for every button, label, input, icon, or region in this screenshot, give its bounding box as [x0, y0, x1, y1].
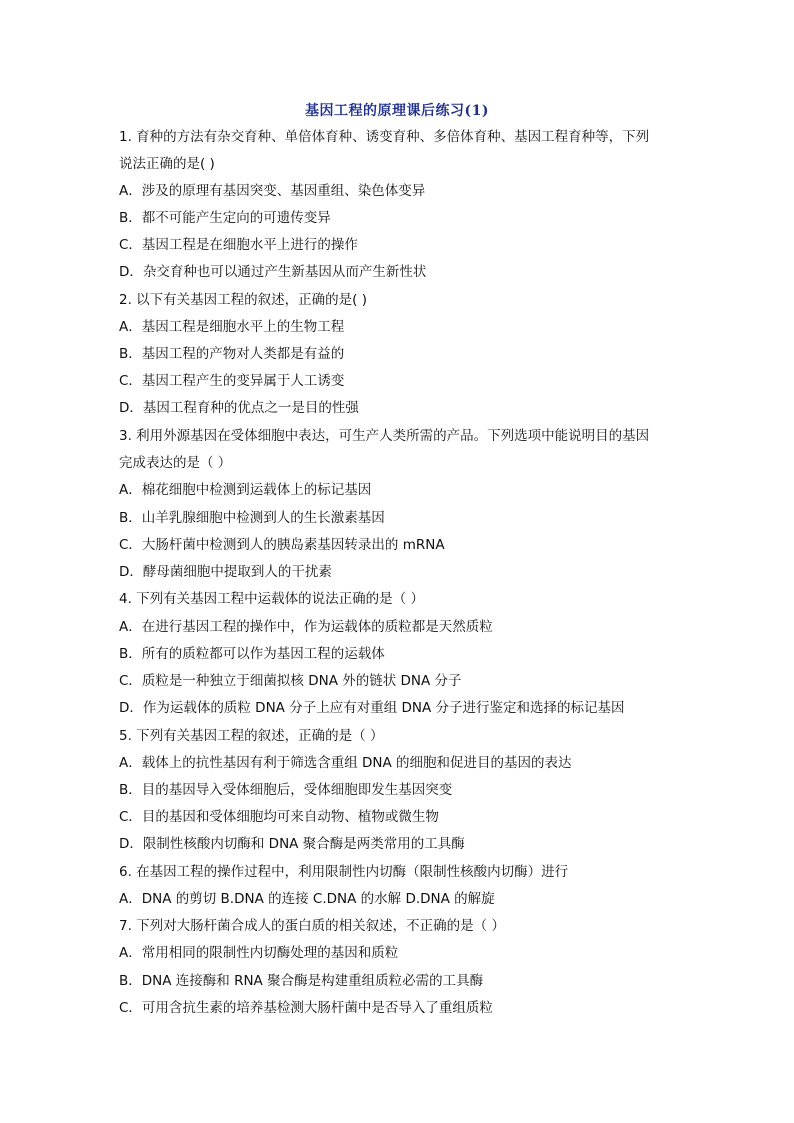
question-7-stem: 7. 下列对大肠杆菌合成人的蛋白质的相关叙述，不正确的是（ ）: [119, 918, 505, 934]
question-5-option-a: A．载体上的抗性基因有利于筛选含重组 DNA 的细胞和促进目的基因的表达: [119, 755, 572, 771]
question-3-option-b: B．山羊乳腺细胞中检测到人的生长激素基因: [119, 510, 385, 526]
question-4-option-d: D．作为运载体的质粒 DNA 分子上应有对重组 DNA 分子进行鉴定和选择的标记基因: [119, 700, 625, 716]
question-3-stem-line-2: 完成表达的是（ ）: [119, 455, 232, 471]
question-5-option-d: D．限制性核酸内切酶和 DNA 聚合酶是两类常用的工具酶: [119, 836, 465, 852]
question-3-stem-line-1: 3. 利用外源基因在受体细胞中表达，可生产人类所需的产品。下列选项中能说明目的基因: [119, 428, 650, 444]
question-4-option-b: B．所有的质粒都可以作为基因工程的运载体: [119, 646, 385, 662]
question-1-option-d: D．杂交育种也可以通过产生新基因从而产生新性状: [119, 264, 427, 280]
question-2-option-a: A．基因工程是细胞水平上的生物工程: [119, 319, 345, 335]
question-7-option-b: B．DNA 连接酶和 RNA 聚合酶是构建重组质粒必需的工具酶: [119, 973, 484, 989]
question-7-option-c: C．可用含抗生素的培养基检测大肠杆菌中是否导入了重组质粒: [119, 1000, 493, 1016]
question-1-stem-line-1: 1. 育种的方法有杂交育种、单倍体育种、诱变育种、多倍体育种、基因工程育种等，下列: [119, 129, 650, 145]
question-2-option-d: D．基因工程育种的优点之一是目的性强: [119, 400, 359, 416]
question-4-stem: 4. 下列有关基因工程中运载体的说法正确的是（ ）: [119, 591, 424, 607]
question-5-stem: 5. 下列有关基因工程的叙述，正确的是（ ）: [119, 728, 384, 744]
question-5-option-c: C．目的基因和受体细胞均可来自动物、植物或微生物: [119, 809, 439, 825]
question-3-option-c: C．大肠杆菌中检测到人的胰岛素基因转录出的 mRNA: [119, 537, 445, 553]
question-3-option-a: A．棉花细胞中检测到运载体上的标记基因: [119, 482, 372, 498]
question-4-option-a: A．在进行基因工程的操作中，作为运载体的质粒都是天然质粒: [119, 619, 493, 635]
question-6-stem: 6. 在基因工程的操作过程中，利用限制性内切酶（限制性核酸内切酶）进行: [119, 864, 569, 880]
question-2-option-b: B．基因工程的产物对人类都是有益的: [119, 346, 345, 362]
question-2-option-c: C．基因工程产生的变异属于人工诱变: [119, 373, 345, 389]
question-1-option-b: B．都不可能产生定向的可遗传变异: [119, 210, 331, 226]
question-3-option-d: D．酵母菌细胞中提取到人的干扰素: [119, 564, 332, 580]
question-7-option-a: A．常用相同的限制性内切酶处理的基因和质粒: [119, 945, 399, 961]
question-5-option-b: B．目的基因导入受体细胞后，受体细胞即发生基因突变: [119, 782, 453, 798]
question-2-stem: 2. 以下有关基因工程的叙述，正确的是( ): [119, 292, 367, 308]
question-4-option-c: C．质粒是一种独立于细菌拟核 DNA 外的链状 DNA 分子: [119, 673, 462, 689]
document-title: 基因工程的原理课后练习(1): [305, 103, 489, 119]
question-1-stem-line-2: 说法正确的是( ): [119, 156, 215, 172]
question-1-option-c: C．基因工程是在细胞水平上进行的操作: [119, 237, 358, 253]
question-6-options: A．DNA 的剪切 B.DNA 的连接 C.DNA 的水解 D.DNA 的解旋: [119, 891, 495, 907]
question-1-option-a: A．涉及的原理有基因突变、基因重组、染色体变异: [119, 183, 426, 199]
